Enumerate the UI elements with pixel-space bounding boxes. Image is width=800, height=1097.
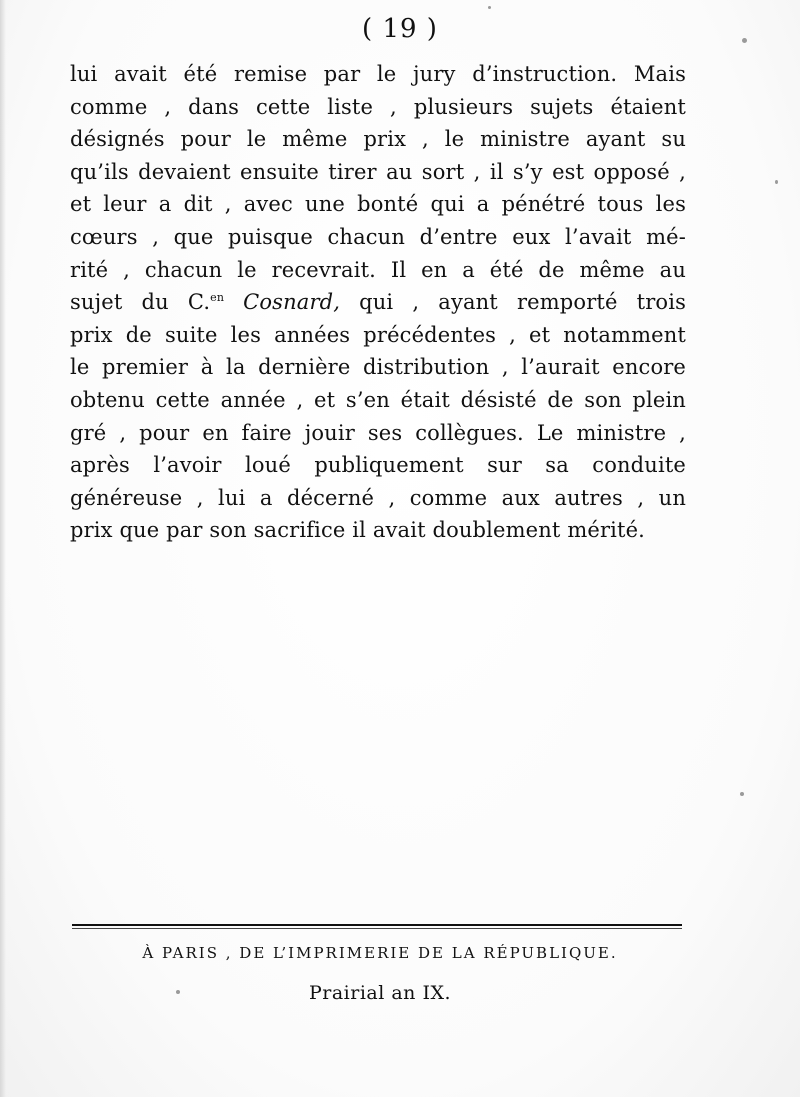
footer-rule-thin — [72, 928, 682, 929]
text-line: comme , dans cette liste , plusieurs sujets étaient — [70, 94, 686, 119]
body-paragraph — [70, 58, 686, 547]
text-line: gré , pour en faire jouir ses collègues. Le ministre , — [70, 420, 686, 445]
italic-name: Cosnard, — [243, 290, 341, 315]
text-line-start: sujet du C. — [70, 290, 211, 315]
text-line: rité , chacun le recevrait. Il en a été de même au — [70, 257, 686, 282]
text-line: et leur a dit , avec une bonté qui a pénétré tous les — [70, 192, 686, 217]
paper-speck — [775, 180, 778, 184]
imprint-line: À PARIS , DE L’IMPRIMERIE DE LA RÉPUBLIQUE. — [142, 944, 618, 962]
text-line: le premier à la dernière distribution , l’aurait encore — [70, 355, 686, 380]
citizen-abbreviation-superscript: en — [210, 291, 225, 305]
page-number: ( 19 ) — [362, 14, 438, 44]
text-line-end: qui , ayant remporté trois — [340, 290, 686, 315]
footer-rule — [72, 924, 682, 926]
paper-speck — [740, 792, 744, 796]
text-line: désignés pour le même prix , le ministre ayant su — [70, 127, 686, 152]
paper-speck — [176, 990, 180, 994]
page-edge-shadow — [0, 0, 6, 1097]
text-line — [70, 286, 686, 319]
date-line: Prairial an IX. — [308, 982, 452, 1004]
text-line: prix que par son sacrifice il avait doublement mérité. — [70, 518, 646, 543]
text-line: obtenu cette année , et s’en était désisté de son plein — [70, 387, 686, 412]
text-line: prix de suite les années précédentes , et notamment — [70, 322, 686, 347]
paper-speck — [742, 38, 747, 43]
text-line: après l’avoir loué publiquement sur sa conduite — [70, 453, 686, 478]
text-line: généreuse , lui a décerné , comme aux autres , un — [70, 485, 686, 510]
text-line: qu’ils devaient ensuite tirer au sort , il s’y est opposé , — [70, 159, 686, 184]
text-line: lui avait été remise par le jury d’instruction. Mais — [70, 62, 686, 86]
text-line: cœurs , que puisque chacun d’entre eux l’avait mé- — [70, 224, 686, 249]
paper-speck — [488, 6, 491, 9]
